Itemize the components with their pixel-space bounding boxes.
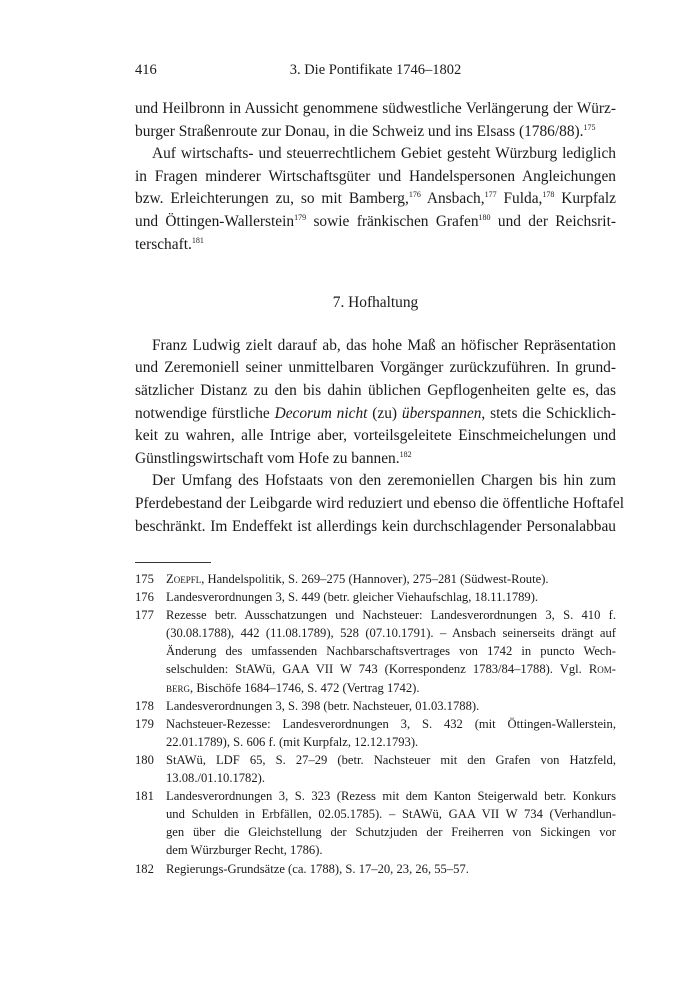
footnote-line [166,660,616,678]
text-line [135,188,616,211]
footnote-ref: 176 [408,190,421,200]
footnote-line [166,679,616,697]
footnote-line: Nachsteuer-Rezesse: Landesverordnungen 3, S. 432 (mit Öttingen-Wallerstein, [166,716,616,731]
footnote-line: und Schulden in Erbfällen, 02.05.1785). – StAWü, GAA VII W 734 (Verhandlun- [166,807,616,822]
text-span: und Öttingen-Wallerstein [135,212,295,230]
footnote [135,697,616,715]
footnote-line: Landesverordnungen 3, S. 323 (Rezess mit dem Kanton Steigerwald betr. Konkurs [166,789,616,804]
footnote [135,570,616,588]
footnote-line: Landesverordnungen 3, S. 449 (betr. gleicher Viehaufschlag, 18.11.1789). [166,590,539,605]
footnote-line: Landesverordnungen 3, S. 398 (betr. Nachsteuer, 01.03.1788). [166,698,480,713]
text-line: beschränkt. Im Endeffekt ist allerdings kein durchschlagender Personalabbau [135,517,616,535]
paragraph [135,470,625,538]
text-line: und Zeremoniell seiner unmittelbaren Vorgänger zurückzuführen. In grund- [135,359,616,377]
footnote-line: Änderung des umfassenden Nachbarschaftsvertrages von 1742 in puncto Wech- [166,644,616,659]
text-line: Der Umfang des Hofstaats von den zeremoniellen Chargen bis hin zum [152,472,616,490]
running-head: 3. Die Pontifikate 1746–1802 [289,62,462,78]
text-line: keit zu wahren, alle Intrige aber, vorteilsgeleitete Einschmeichelungen und [135,427,616,445]
text-span: notwendige fürstliche [135,404,275,422]
text-span: Kurpfalz [554,190,616,208]
text-span: bzw. Erleichterungen zu, so mit Bamberg, [135,190,409,208]
footnote [135,588,616,606]
text-span: , stets die Schicklich- [481,404,616,422]
footnote [135,860,616,878]
footnote-line: dem Würzburger Recht, 1786). [166,843,323,858]
text-span: Ansbach, [420,190,485,208]
footnote [135,606,616,696]
footnote-ref: 179 [294,212,307,222]
paragraph [135,98,616,143]
paragraph [135,143,616,256]
footnote-line: Regierungs-Grundsätze (ca. 1788), S. 17–20, 23, 26, 55–57. [166,861,469,876]
text-line: in Fragen minderer Wirtschaftsgüter und Handelspersonen Angleichungen [135,167,616,185]
text-line [135,121,616,144]
footnote-number: 177 [135,608,154,623]
footnote-number: 179 [135,716,154,731]
footnote-line: gen über die Gleichstellung der Schutzjuden der Freiherren von Sickingen vor [166,825,616,840]
footnote-ref: 180 [478,212,491,222]
footnotes [135,570,616,878]
text-line: Pferdebestand der Leibgarde wird reduziert und ebenso die öffentliche Hoftafel [135,494,625,512]
footnote-ref: 177 [484,190,497,200]
text-span: und der Reichsrit- [490,212,616,230]
body-text [135,98,625,538]
italic-text: überspannen [401,404,482,422]
text-span: Günstlingswirtschaft vom Hofe zu bannen. [135,449,400,467]
footnote-line: 22.01.1789), S. 606 f. (mit Kurpfalz, 12.12.1793). [166,734,419,749]
text-span: (zu) [367,404,402,422]
text-line: und Heilbronn in Aussicht genommene südwestliche Verlängerung der Würz- [135,100,616,117]
footnote-number: 178 [135,698,154,713]
text-line [135,403,616,426]
footnote-ref: 181 [191,235,204,245]
footnote [135,715,616,751]
text-line: sätzlicher Distanz zu den bis dahin üblichen Gepflogenheiten gelte es, das [135,381,616,399]
paragraph [135,335,616,471]
text-line [135,448,616,471]
text-span: Fulda, [496,190,543,208]
text-span: burger Straßenroute zur Donau, in die Schweiz und ins Elsass (1786/88). [135,122,584,140]
text-span: selschulden: StAWü, GAA VII W 743 (Korrespondenz 1783/84–1788). Vgl. [166,662,589,677]
text-line [135,234,616,257]
footnote-number: 175 [135,572,154,586]
text-span: , Handelspolitik, S. 269–275 (Hannover), 275–281 (Südwest-Route). [201,572,549,586]
text-line [135,211,616,234]
footnote-line: StAWü, LDF 65, S. 27–29 (betr. Nachsteuer mit den Grafen von Hatzfeld, [166,752,616,767]
section-heading: 7. Hofhaltung [332,294,419,312]
page-header [135,62,616,82]
italic-text: Decorum nicht [274,404,368,422]
footnote-line: (30.08.1788), 442 (11.08.1789), 528 (07.10.1791). – Ansbach seinerseits drängt auf [166,626,616,641]
text-span: , Bischöfe 1684–1746, S. 472 (Vertrag 1742). [190,680,420,695]
footnote-number: 176 [135,590,154,605]
page-number: 416 [135,62,157,78]
footnote [135,787,616,859]
footnote-line: Rezesse betr. Ausschatzungen und Nachsteuer: Landesverordnungen 3, S. 410 f. [166,608,616,623]
author-name: berg [166,680,191,695]
footnote-number: 180 [135,752,154,767]
text-line: Auf wirtschafts- und steuerrechtlichem Gebiet gesteht Würzburg lediglich [152,145,616,163]
footnote-line [166,570,616,588]
footnote-separator [135,562,211,563]
text-span: terschaft. [135,235,192,253]
footnote [135,751,616,787]
footnote-line: 13.08./01.10.1782). [166,771,265,786]
footnote-ref: 182 [399,449,412,459]
footnote-number: 181 [135,789,154,804]
author-name: Rom- [588,662,616,677]
footnote-ref: 175 [583,122,596,132]
text-span: sowie fränkischen Grafen [306,212,479,230]
text-line: Franz Ludwig zielt darauf ab, das hohe Maß an höfischer Repräsentation [152,336,616,354]
author-name: Zoepfl [166,572,202,586]
footnote-ref: 178 [542,190,555,200]
footnote-number: 182 [135,861,154,876]
